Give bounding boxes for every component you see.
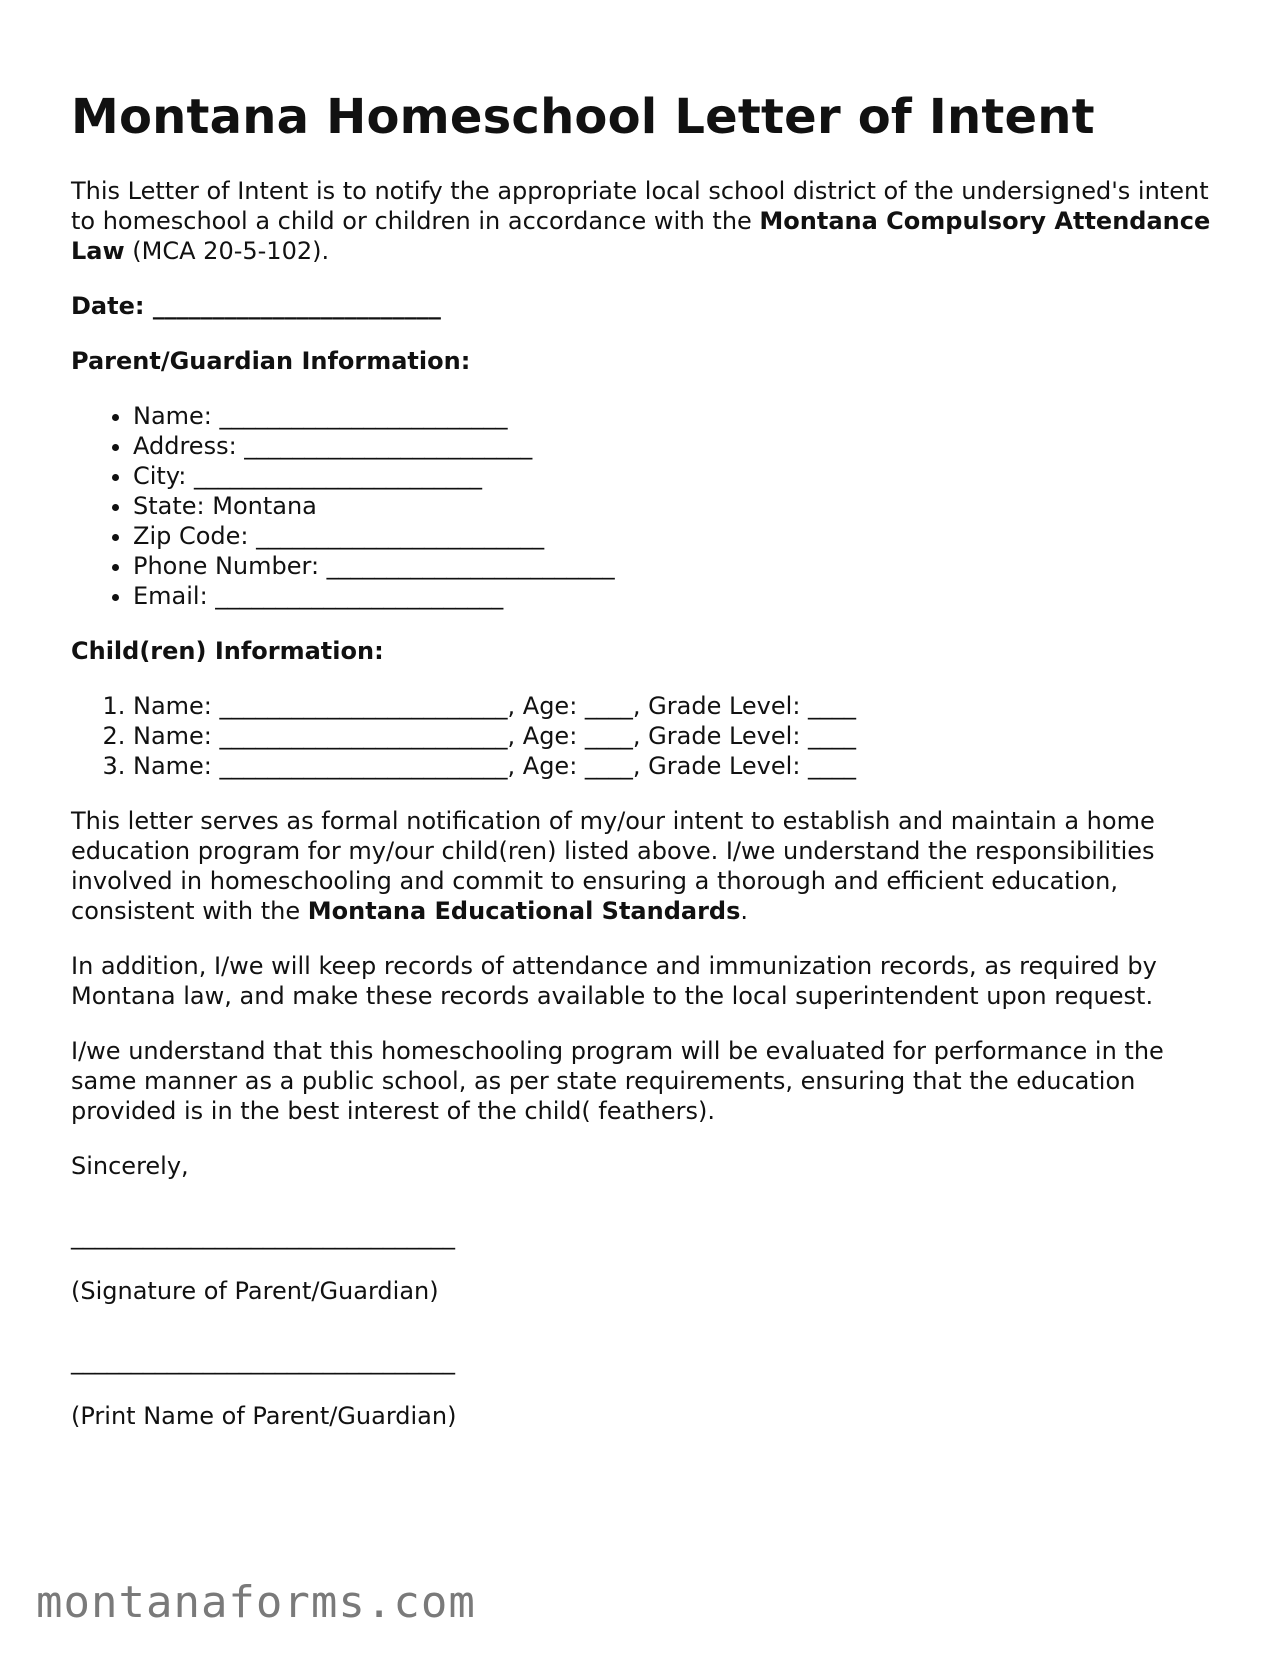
- children-section-heading: Child(ren) Information:: [71, 637, 384, 665]
- intro-paragraph: [71, 176, 1221, 266]
- signature-label: (Signature of Parent/Guardian): [71, 1277, 439, 1305]
- records-paragraph: In addition, I/we will keep records of attendance and immunization records, as required by Montana law, and make these records available to the local superintendent upon request.: [71, 952, 1157, 1010]
- notification-end: .: [740, 897, 749, 925]
- signature-line: ________________________________: [71, 1222, 455, 1250]
- children-field-list: [71, 691, 1221, 781]
- print-name-line: ________________________________: [71, 1347, 455, 1375]
- parent-phone-field: • Phone Number: ________________________: [133, 551, 1221, 581]
- parent-city-field: • City: ________________________: [133, 461, 1221, 491]
- child-entry: 1. Name: ________________________, Age: ____, Grade Level: ____: [133, 691, 1221, 721]
- parent-state-field: • State: Montana: [133, 491, 1221, 521]
- intro-law-name: Montana Compulsory Attendance Law: [71, 207, 1211, 265]
- parent-address-field: • Address: ________________________: [133, 431, 1221, 461]
- document-page: [71, 88, 1221, 1456]
- parent-section-heading: Parent/Guardian Information:: [71, 347, 471, 375]
- evaluation-paragraph: I/we understand that this homeschooling program will be evaluated for performance in the same manner as a public school, as per state requirements, ensuring that the education provided is in the best interest of the child( feathers).: [71, 1037, 1164, 1125]
- date-field: Date: ________________________: [71, 292, 441, 320]
- site-watermark: montanaforms.com: [36, 1577, 476, 1628]
- parent-email-field: • Email: ________________________: [133, 581, 1221, 611]
- print-name-label: (Print Name of Parent/Guardian): [71, 1402, 457, 1430]
- document-title: Montana Homeschool Letter of Intent: [71, 89, 1095, 145]
- parent-zip-field: • Zip Code: ________________________: [133, 521, 1221, 551]
- standards-name: Montana Educational Standards: [307, 897, 741, 925]
- closing-text: Sincerely,: [71, 1152, 189, 1180]
- intro-text: This Letter of Intent is to notify the appropriate local school district of the undersigned's intent to homeschool a child or children in accordance with the: [71, 177, 1209, 235]
- parent-field-list: [71, 401, 1221, 611]
- parent-name-field: • Name: ________________________: [133, 401, 1221, 431]
- child-entry: 2. Name: ________________________, Age: ____, Grade Level: ____: [133, 721, 1221, 751]
- intro-citation: (MCA 20-5-102).: [124, 237, 330, 265]
- notification-paragraph: [71, 806, 1221, 926]
- notification-text: This letter serves as formal notification of my/our intent to establish and maintain a home education program for my/our child(ren) listed above. I/we understand the responsibilities involved in homeschooling and commit to ensuring a thorough and efficient education, consistent with the: [71, 807, 1155, 925]
- child-entry: 3. Name: ________________________, Age: ____, Grade Level: ____: [133, 751, 1221, 781]
